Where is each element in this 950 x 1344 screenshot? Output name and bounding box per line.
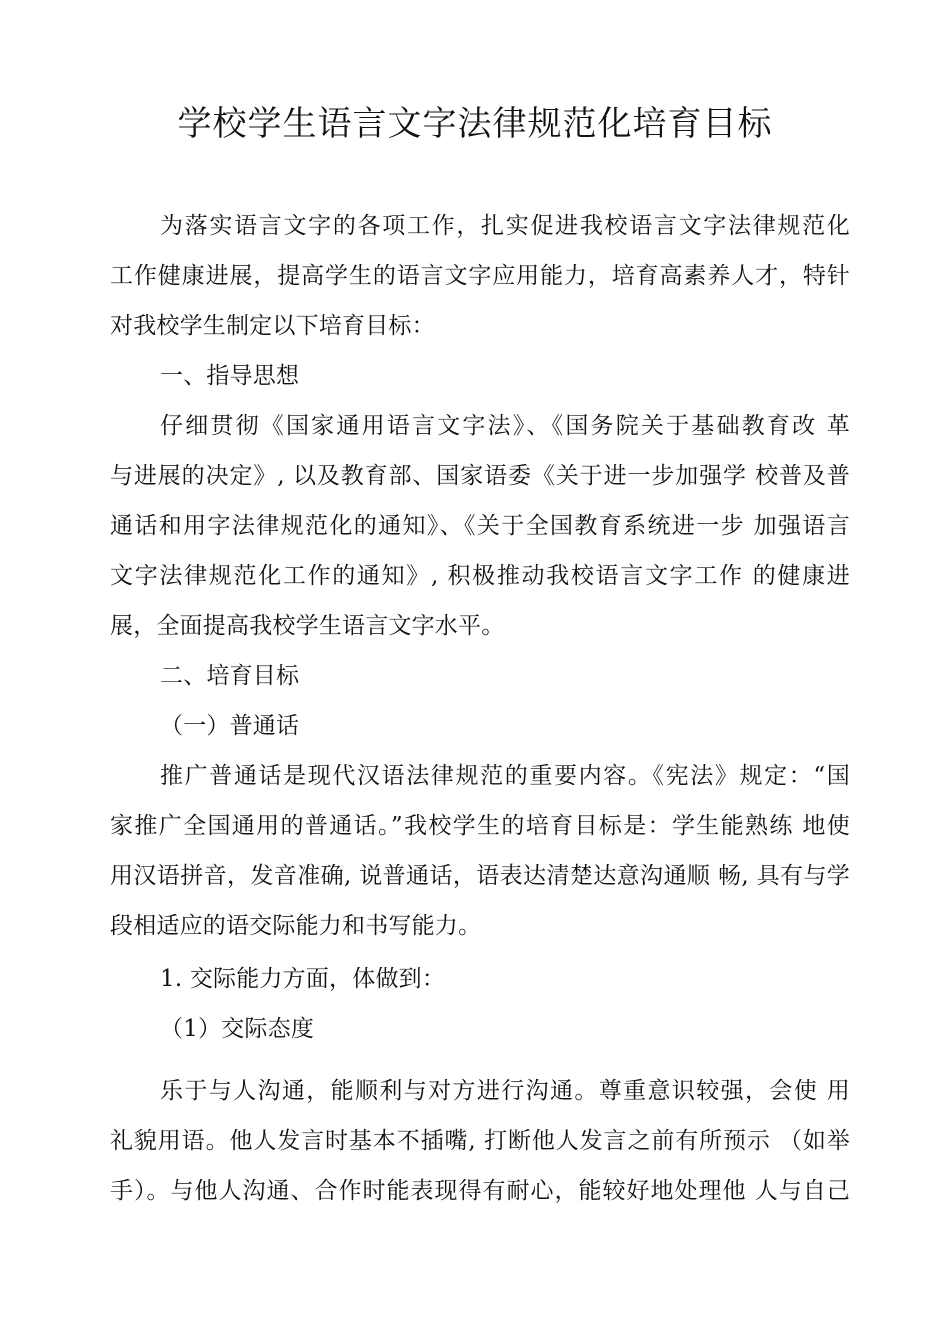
document-title: 学校学生语言文字法律规范化培育目标 <box>177 104 773 144</box>
subsection-heading-mandarin: （一）普通话 <box>160 713 300 739</box>
paragraph-guiding-line-5: 展，全面提高我校学生语言文字水平。 <box>110 613 505 639</box>
paragraph-guiding-line-1: 仔细贯彻《国家通用语言文字法》、《国务院关于基础教育改 革 <box>160 413 850 439</box>
paragraph-guiding-line-2: 与进展的决定》, 以及教育部、国家语委《关于进一步加强学 校普及普 <box>110 463 850 489</box>
paragraph-attitude-line-3: 手）。与他人沟通、合作时能表现得有耐心，能较好地处理他 人与自己 <box>110 1178 850 1204</box>
section-heading-guiding-thought: 一、指导思想 <box>160 363 300 389</box>
paragraph-guiding-line-4: 文字法律规范化工作的通知》, 积极推动我校语言文字工作 的健康进 <box>110 563 850 589</box>
paragraph-intro-line-1: 为落实语言文字的各项工作，扎实促进我校语言文字法律规范化 <box>160 213 850 239</box>
paragraph-mandarin-line-2: 家推广全国通用的普通话。”我校学生的培育目标是：学生能熟练 地使 <box>110 813 850 839</box>
paragraph-attitude-line-2: 礼貌用语。他人发言时基本不插嘴, 打断他人发言之前有所预示 （如举 <box>110 1128 850 1154</box>
paragraph-guiding-line-3: 通话和用字法律规范化的通知》、《关于全国教育系统进一步 加强语言 <box>110 513 850 539</box>
paragraph-intro-line-3: 对我校学生制定以下培育目标： <box>110 313 435 339</box>
paragraph-mandarin-line-3: 用汉语拼音，发音准确, 说普通话，语表达清楚达意沟通顺 畅, 具有与学 <box>110 863 850 889</box>
paragraph-attitude-line-1: 乐于与人沟通，能顺利与对方进行沟通。尊重意识较强，会使 用 <box>160 1078 850 1104</box>
item-heading-attitude: （1）交际态度 <box>160 1016 315 1042</box>
paragraph-mandarin-line-4: 段相适应的语交际能力和书写能力。 <box>110 913 482 939</box>
section-heading-goals: 二、培育目标 <box>160 663 300 689</box>
paragraph-mandarin-line-1: 推广普通话是现代汉语法律规范的重要内容。《宪法》规定：“国 <box>160 763 850 789</box>
item-heading-communication: 1. 交际能力方面，体做到： <box>160 966 446 992</box>
paragraph-intro-line-2: 工作健康进展，提高学生的语言文字应用能力，培育高素养人才，特针 <box>110 263 850 289</box>
